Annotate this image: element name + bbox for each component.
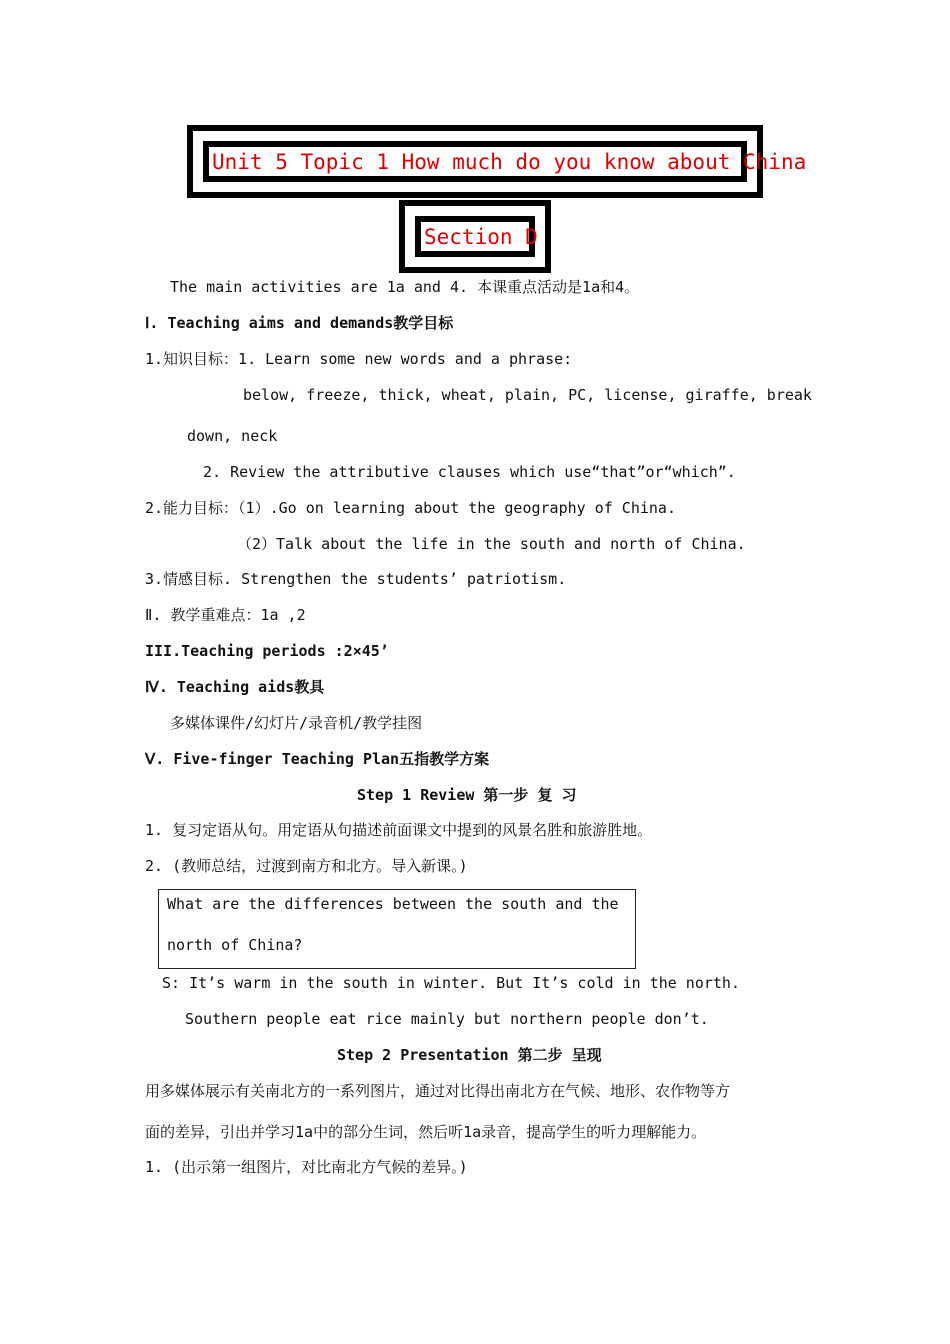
aim-knowledge-2: 2. Review the attributive clauses which use“that”or“which”. bbox=[203, 463, 736, 481]
question-line-2: north of China? bbox=[167, 936, 303, 954]
student-answer-2: Southern people eat rice mainly but northern people don’t. bbox=[185, 1010, 709, 1028]
aim-ability-2: （2）Talk about the life in the south and north of China. bbox=[237, 535, 746, 553]
step2-item-1: 1. (出示第一组图片，对比南北方气候的差异。) bbox=[145, 1158, 468, 1176]
step2-paragraph-2: 面的差异，引出并学习1a中的部分生词，然后听1a录音，提高学生的听力理解能力。 bbox=[145, 1123, 707, 1141]
student-answer-1: S: It’s warm in the south in winter. But It’s cold in the north. bbox=[162, 974, 740, 992]
step2-paragraph-1: 用多媒体展示有关南北方的一系列图片，通过对比得出南北方在气候、地形、农作物等方 bbox=[145, 1082, 731, 1100]
step2-heading: Step 2 Presentation 第二步 呈现 bbox=[337, 1046, 602, 1064]
aids-heading: Ⅳ. Teaching aids教具 bbox=[145, 678, 325, 696]
words-line-2: down, neck bbox=[187, 427, 278, 445]
aids-list: 多媒体课件/幻灯片/录音机/教学挂图 bbox=[170, 714, 423, 732]
aim-knowledge: 1.知识目标：1. Learn some new words and a phrase: bbox=[145, 350, 573, 368]
question-line-1: What are the differences between the south and the bbox=[167, 895, 619, 913]
key-points: Ⅱ. 教学重难点：1a ,2 bbox=[145, 606, 306, 624]
aim-ability: 2.能力目标：（1）.Go on learning about the geography of China. bbox=[145, 499, 676, 517]
aim-emotion: 3.情感目标. Strengthen the students’ patriotism. bbox=[145, 570, 567, 588]
words-line-1: below, freeze, thick, wheat, plain, PC, license, giraffe, break bbox=[243, 386, 812, 404]
page-title: Unit 5 Topic 1 How much do you know about China bbox=[212, 150, 807, 174]
aims-heading: Ⅰ. Teaching aims and demands教学目标 bbox=[145, 314, 454, 332]
step1-item-2: 2. (教师总结，过渡到南方和北方。导入新课。) bbox=[145, 857, 468, 875]
step1-item-1: 1. 复习定语从句。用定语从句描述前面课文中提到的风景名胜和旅游胜地。 bbox=[145, 821, 653, 839]
teaching-periods: III.Teaching periods :2×45’ bbox=[145, 642, 389, 660]
section-title: Section D bbox=[424, 225, 538, 249]
plan-heading: Ⅴ. Five-finger Teaching Plan五指教学方案 bbox=[145, 750, 490, 768]
intro-line: The main activities are 1a and 4. 本课重点活动是1a和4。 bbox=[170, 278, 640, 296]
step1-heading: Step 1 Review 第一步 复 习 bbox=[357, 786, 577, 804]
